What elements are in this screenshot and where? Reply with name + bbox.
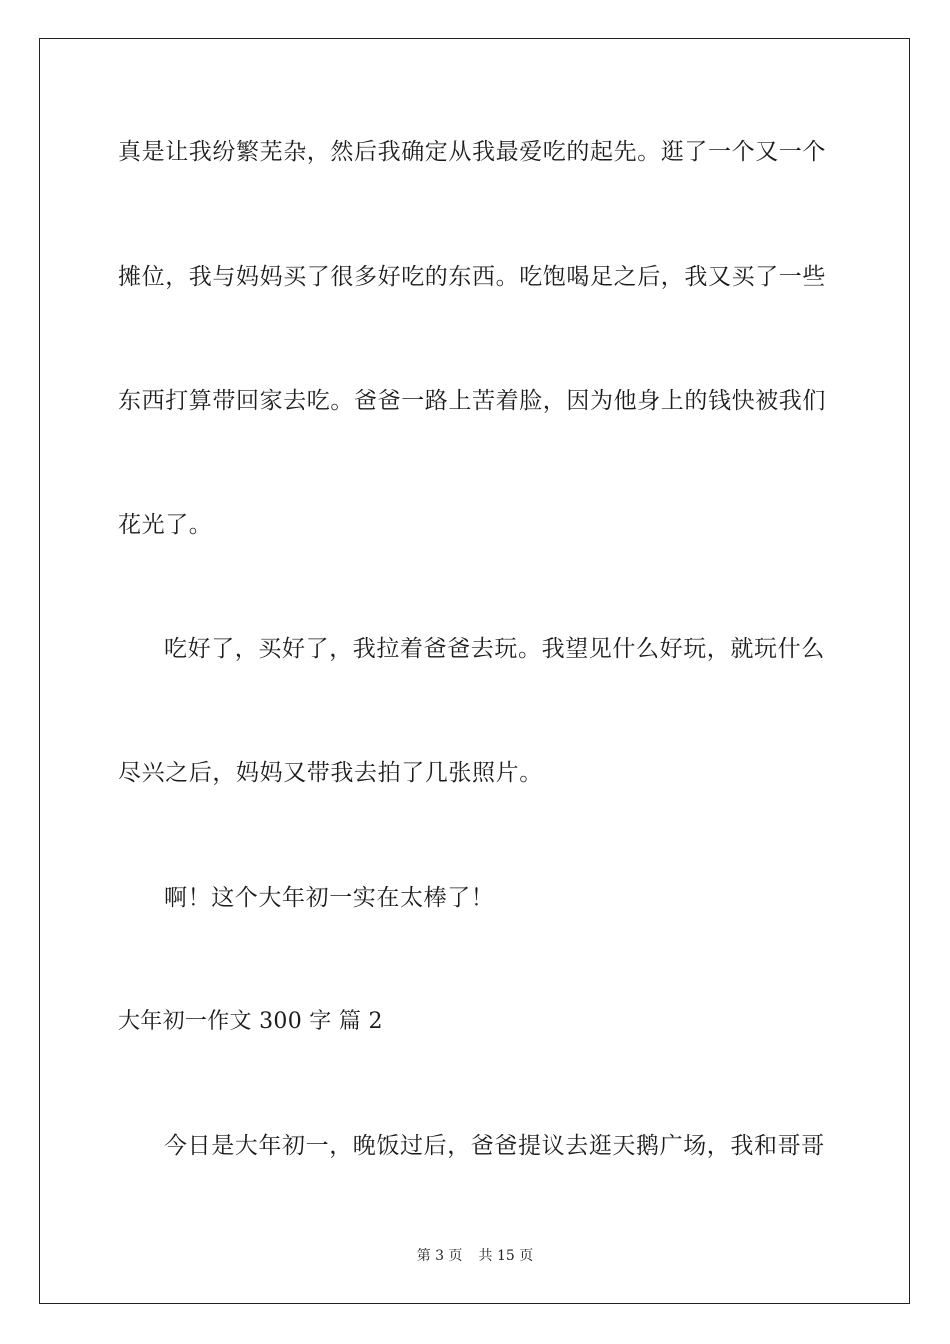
body-line-6: 尽兴之后，妈妈又带我去拍了几张照片。 — [118, 760, 543, 786]
body-line-3: 东西打算带回家去吃。爸爸一路上苦着脸，因为他身上的钱快被我们 — [118, 388, 826, 414]
body-line-7: 啊！这个大年初一实在太棒了！ — [164, 885, 495, 911]
page-footer — [0, 1247, 950, 1265]
page-frame — [39, 38, 910, 1304]
page-number: 第 3 页 — [416, 1248, 463, 1264]
body-line-5: 吃好了，买好了，我拉着爸爸去玩。我望见什么好玩，就玩什么 — [164, 636, 825, 662]
body-line-4: 花光了。 — [118, 512, 213, 538]
body-line-1: 真是让我纷繁芜杂，然后我确定从我最爱吃的起先。逛了一个又一个 — [118, 139, 826, 165]
body-line-2: 摊位，我与妈妈买了很多好吃的东西。吃饱喝足之后，我又买了一些 — [118, 264, 826, 290]
page-total: 共 15 页 — [478, 1248, 534, 1264]
section-line-1: 今日是大年初一，晚饭过后，爸爸提议去逛天鹅广场，我和哥哥 — [164, 1133, 825, 1159]
section-heading: 大年初一作文 300 字 篇 2 — [118, 1009, 383, 1034]
